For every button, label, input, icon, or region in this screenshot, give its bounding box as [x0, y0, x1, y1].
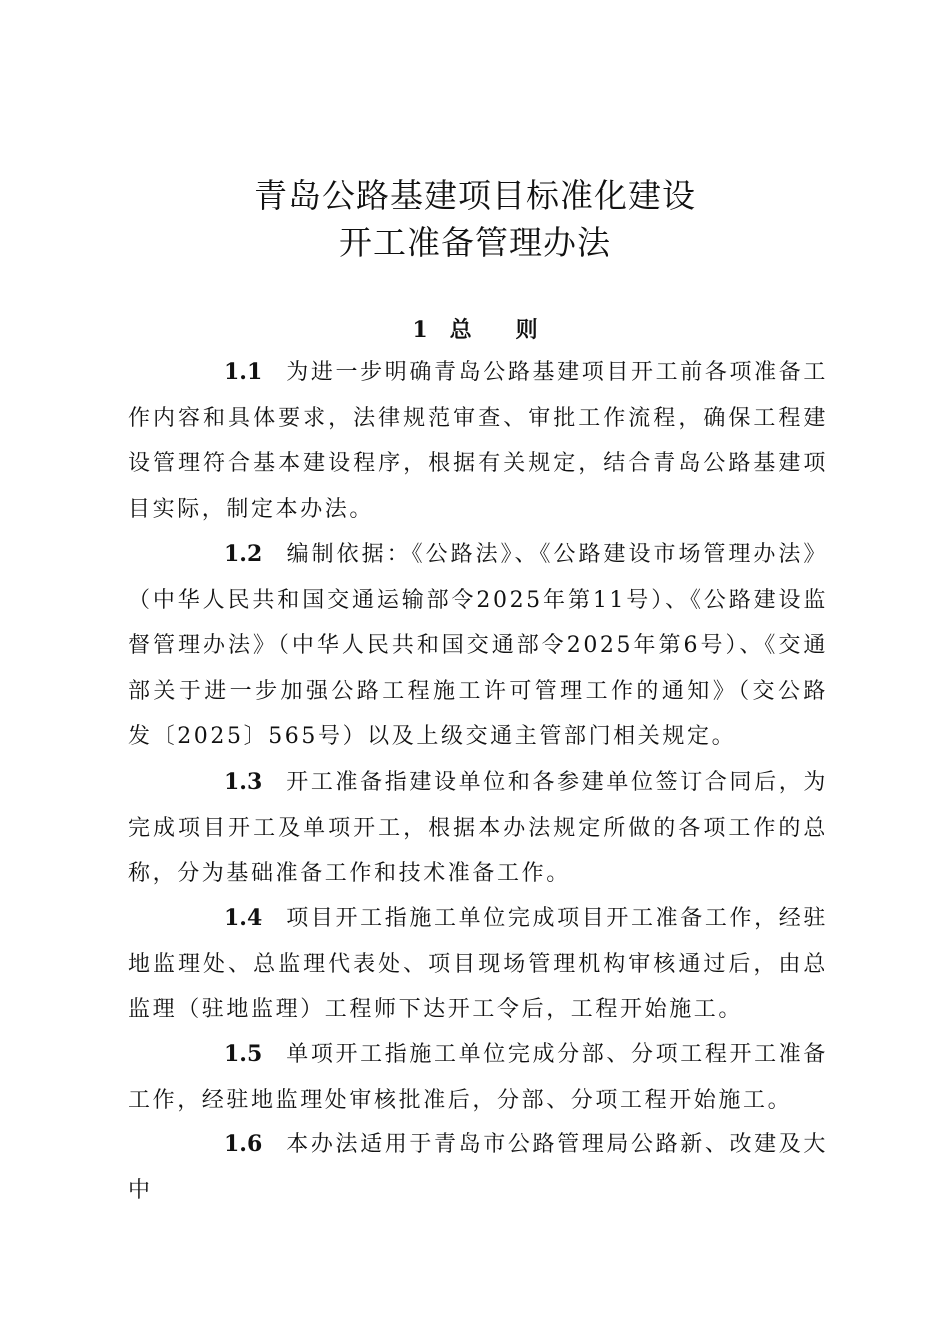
paragraph-number: 1.3 [224, 769, 263, 795]
paragraph-1-5 [128, 1032, 828, 1123]
paragraph-number: 1.2 [224, 541, 263, 567]
paragraph-number: 1.6 [224, 1131, 263, 1157]
paragraph-1-2 [128, 532, 828, 760]
paragraph-1-3 [128, 760, 828, 897]
section-title-char-2: 则 [515, 317, 538, 343]
paragraph-text: 开工准备指建设单位和各参建单位签订合同后，为完成项目开工及单项开工，根据本办法规定所做的各项工作的总称，分为基础准备工作和技术准备工作。 [128, 770, 828, 886]
document-title-line-2: 开工准备管理办法 [339, 223, 611, 262]
paragraph-text: 编制依据：《公路法》、《公路建设市场管理办法》（中华人民共和国交通运输部令2025年第11号）、《公路建设监督管理办法》（中华人民共和国交通部令2025年第6号）、《交通部关于进一步加强公路工程施工许可管理工作的通知》（交公路发〔2025〕565号）以及上级交通主管部门相关规定。 [128, 542, 828, 749]
paragraph-text: 项目开工指施工单位完成项目开工准备工作，经驻地监理处、总监理代表处、项目现场管理机构审核通过后，由总监理（驻地监理）工程师下达开工令后，工程开始施工。 [128, 906, 828, 1022]
section-heading [0, 313, 950, 344]
document-title-line-1: 青岛公路基建项目标准化建设 [254, 176, 696, 215]
section-number: 1 [412, 317, 428, 343]
paragraph-1-1 [128, 350, 828, 532]
paragraph-number: 1.1 [224, 359, 263, 385]
paragraph-1-6 [128, 1122, 828, 1213]
paragraph-1-4 [128, 896, 828, 1033]
section-title-char-1: 总 [449, 317, 472, 343]
paragraph-text: 单项开工指施工单位完成分部、分项工程开工准备工作，经驻地监理处审核批准后，分部、分项工程开始施工。 [128, 1042, 828, 1113]
paragraph-number: 1.5 [224, 1041, 263, 1067]
paragraph-text: 本办法适用于青岛市公路管理局公路新、改建及大中 [128, 1132, 828, 1203]
paragraph-text: 为进一步明确青岛公路基建项目开工前各项准备工作内容和具体要求，法律规范审查、审批工作流程，确保工程建设管理符合基本建设程序，根据有关规定，结合青岛公路基建项目实际，制定本办法。 [128, 360, 828, 522]
paragraph-number: 1.4 [224, 905, 263, 931]
